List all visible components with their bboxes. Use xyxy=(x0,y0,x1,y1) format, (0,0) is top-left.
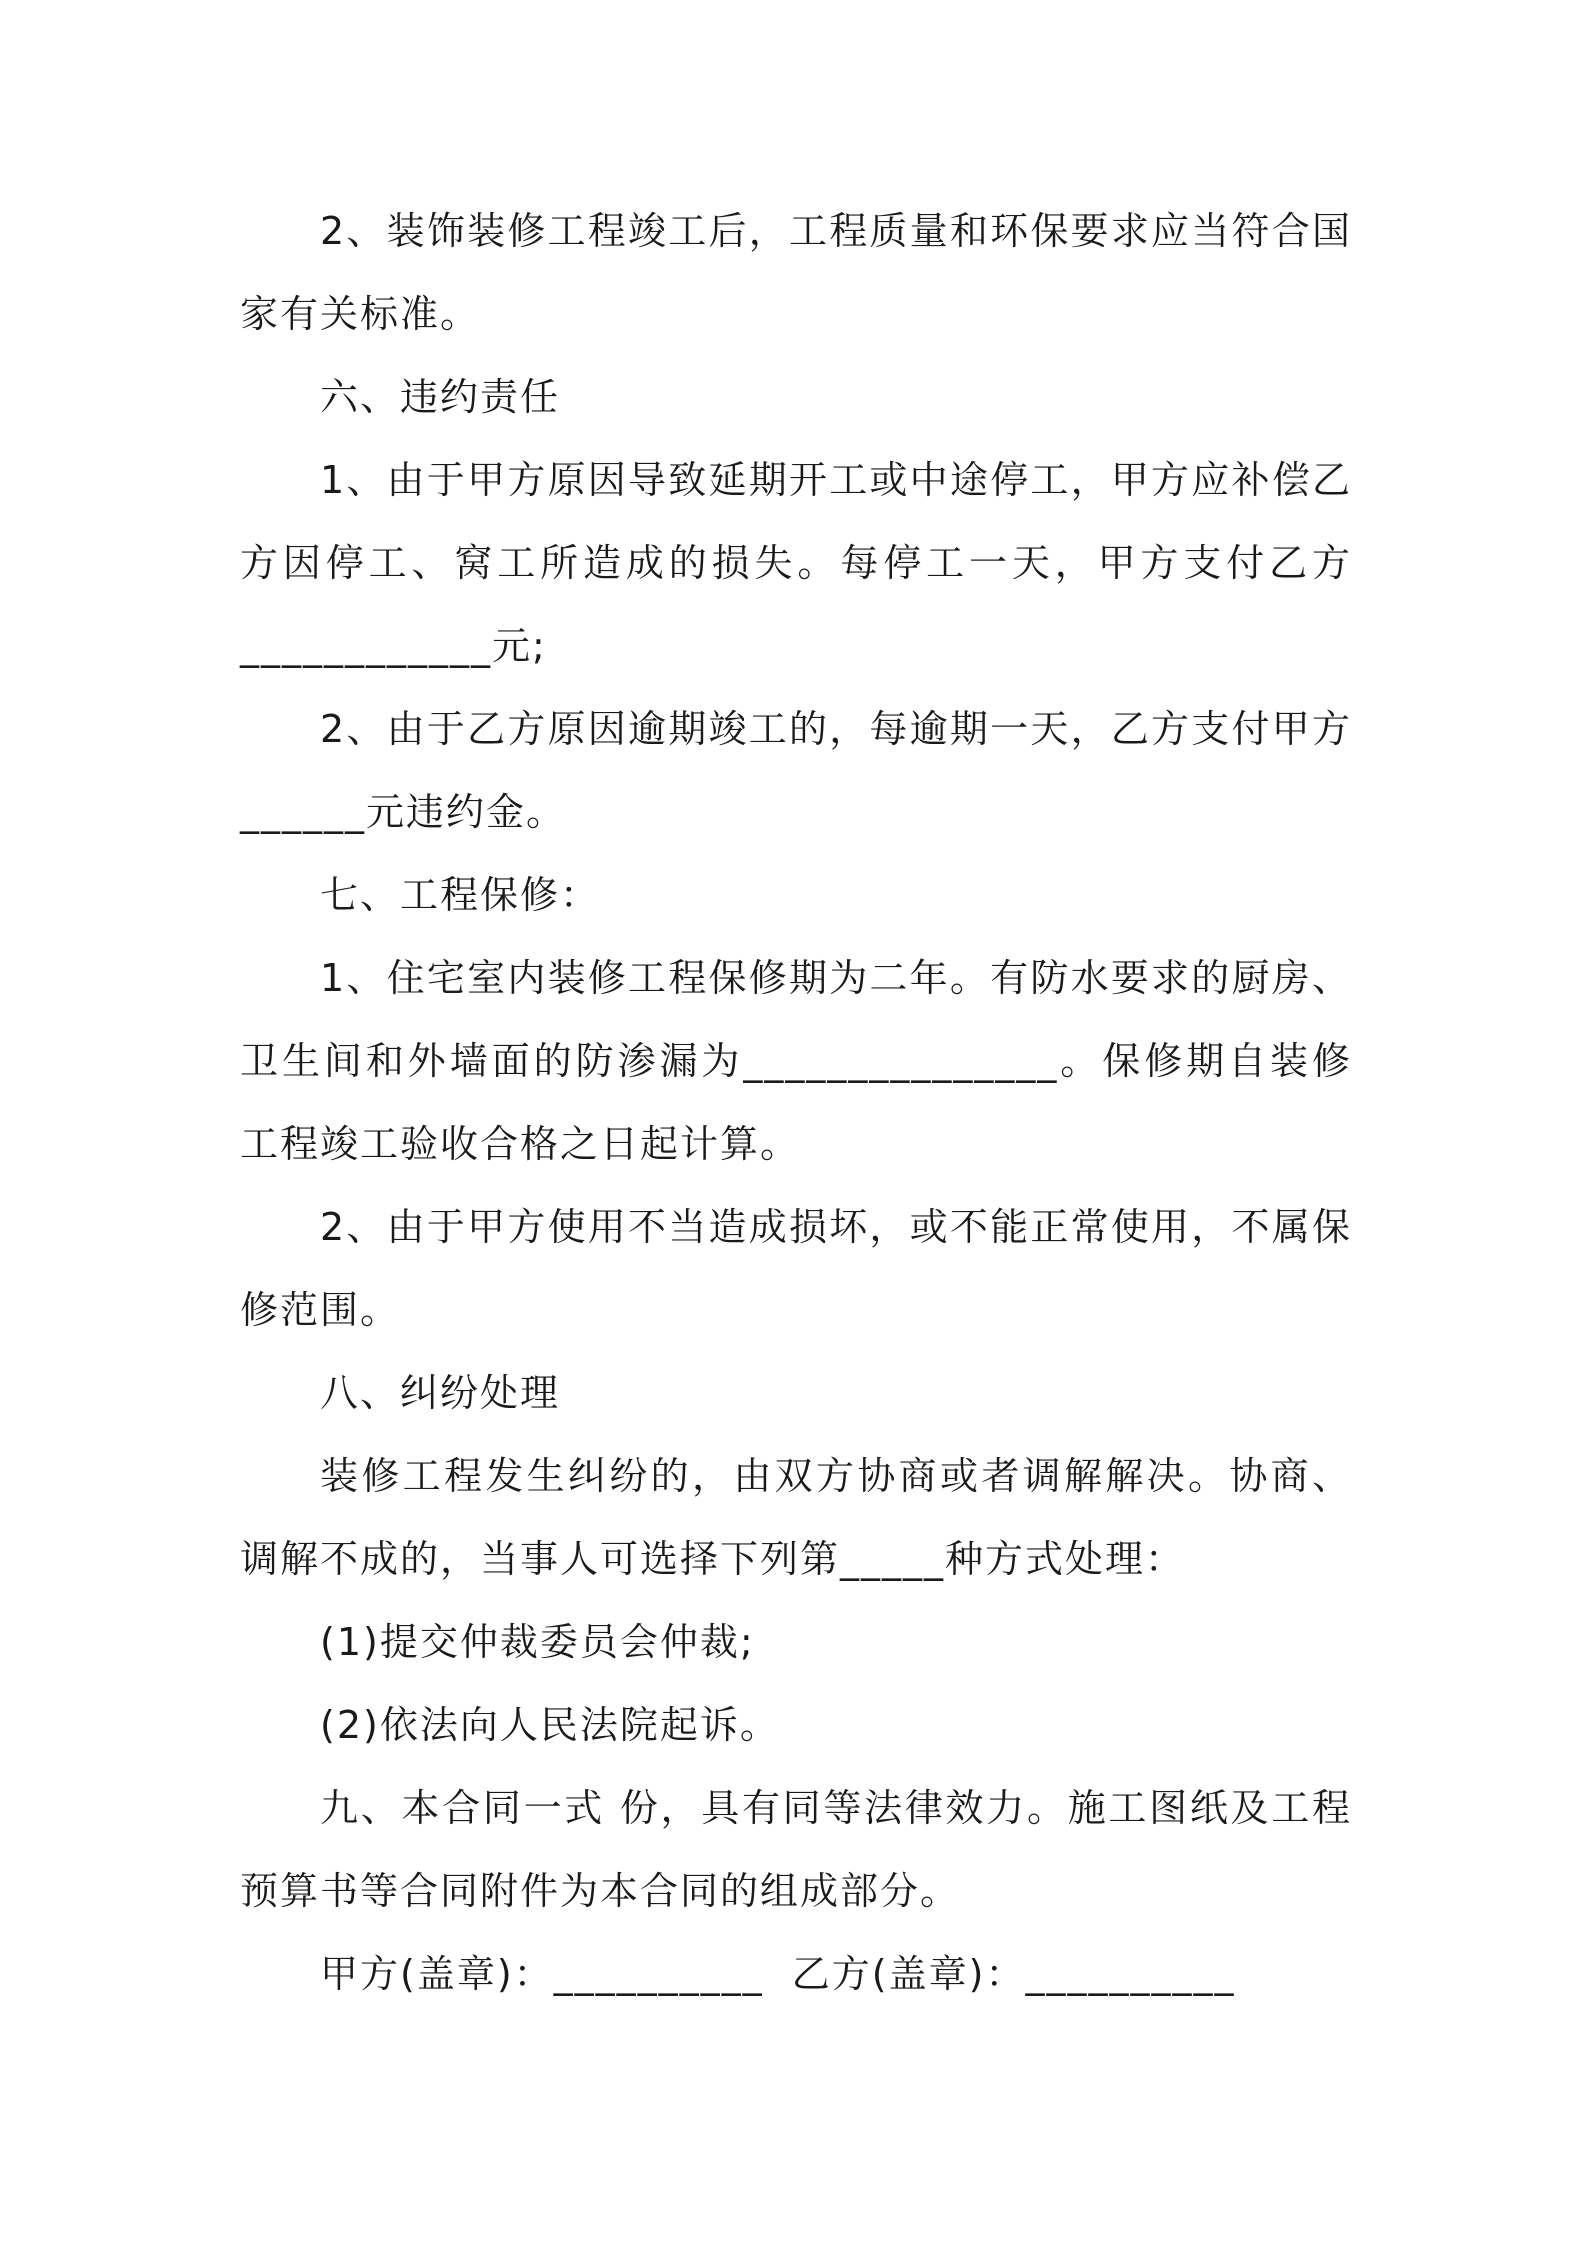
clause-6-1: 1、由于甲方原因导致延期开工或中途停工，甲方应补偿乙方因停工、窝工所造成的损失。每停工一天，甲方支付乙方____________元; xyxy=(240,458,1352,668)
document-body xyxy=(240,190,1352,2016)
clause-8-option-2: (2)依法向人民法院起诉。 xyxy=(320,1703,780,1747)
signature-line: 甲方(盖章)：__________ 乙方(盖章)：__________ xyxy=(320,1952,1236,1996)
clause-7-1: 1、住宅室内装修工程保修期为二年。有防水要求的厨房、卫生间和外墙面的防渗漏为_______________。保修期自装修工程竣工验收合格之日起计算。 xyxy=(240,956,1352,1166)
clause-6-2: 2、由于乙方原因逾期竣工的，每逾期一天，乙方支付甲方______元违约金。 xyxy=(240,707,1352,834)
clause-8-text: 装修工程发生纠纷的，由双方协商或者调解解决。协商、调解不成的，当事人可选择下列第_____种方式处理： xyxy=(240,1454,1352,1581)
section-7-heading: 七、工程保修： xyxy=(320,873,601,917)
clause-8-option-1: (1)提交仲裁委员会仲裁; xyxy=(320,1620,755,1664)
clause-7-2: 2、由于甲方使用不当造成损坏，或不能正常使用，不属保修范围。 xyxy=(240,1205,1352,1332)
section-9-text: 九、本合同一式 份，具有同等法律效力。施工图纸及工程预算书等合同附件为本合同的组成部分。 xyxy=(240,1786,1352,1913)
section-6-heading: 六、违约责任 xyxy=(320,375,561,419)
clause-5-2: 2、装饰装修工程竣工后，工程质量和环保要求应当符合国家有关标准。 xyxy=(240,209,1352,336)
section-8-heading: 八、纠纷处理 xyxy=(320,1371,561,1415)
